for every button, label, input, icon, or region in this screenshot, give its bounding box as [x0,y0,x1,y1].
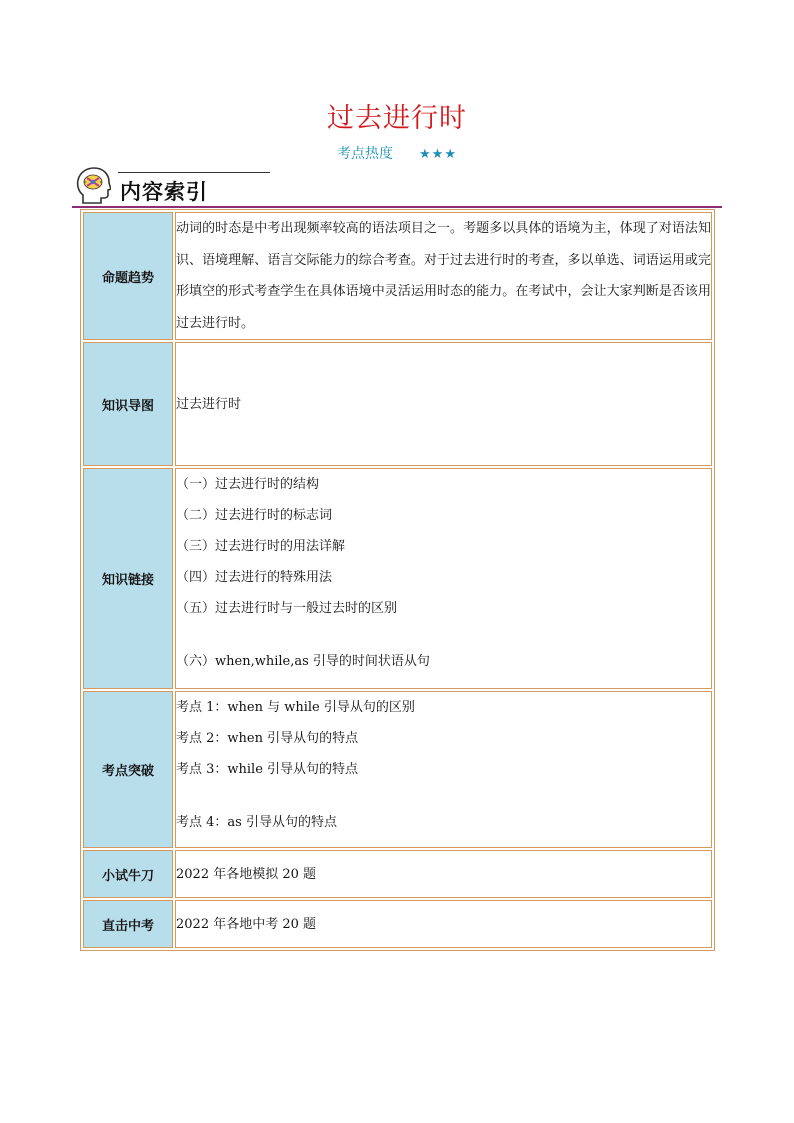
list-item: （五）过去进行时与一般过去时的区别 [176,601,398,616]
section-title: 内容索引 [120,180,208,204]
list-item: （一）过去进行时的结构 [176,477,320,492]
list-item: 考点 4：as 引导从句的特点 [176,815,337,830]
content-index-table [80,209,715,951]
difficulty-line [0,143,794,163]
trend-text: 动词的时态是中考出现频率较高的语法项目之一。考题多以具体的语境为主，体现了对语法知识、语境理解、语言交际能力的综合考查。对于过去进行时的考查，多以单选、词语运用或完形填空的形式考查学生在具体语境中灵活运用时态的能力。在考试中，会让大家判断是否该用过去进行时。 [176,221,711,331]
table-row-links [83,468,712,689]
exam-text: 2022 年各地中考 20 题 [176,916,317,932]
table-row-trend [83,212,712,340]
table-row-exam [83,900,712,948]
table-row-practice [83,850,712,898]
list-item: （二）过去进行时的标志词 [176,508,333,523]
row-label: 知识链接 [83,468,173,689]
spacer [176,624,711,646]
list-item: 考点 3：while 引导从句的特点 [176,762,359,777]
list-item: 考点 1：when 与 while 引导从句的区别 [176,700,415,715]
table-row-map [83,342,712,466]
spacer [176,785,711,807]
difficulty-stars: ★★★ [419,147,457,162]
row-label: 知识导图 [83,342,173,466]
map-text: 过去进行时 [176,396,242,412]
difficulty-label: 考点热度 [337,146,394,162]
brain-head-icon [75,167,111,205]
page-title: 过去进行时 [327,103,467,134]
row-content [175,850,712,898]
section-header [72,164,722,210]
row-label: 小试牛刀 [83,850,173,898]
header-underline [72,206,722,208]
list-item: （三）过去进行时的用法详解 [176,539,346,554]
row-label: 考点突破 [83,691,173,848]
row-label: 命题趋势 [83,212,173,340]
row-content [175,468,712,689]
list-item: （四）过去进行的特殊用法 [176,570,333,585]
row-content [175,342,712,466]
row-label: 直击中考 [83,900,173,948]
row-content [175,212,712,340]
table-row-breakthrough [83,691,712,848]
row-content [175,691,712,848]
list-item: 考点 2：when 引导从句的特点 [176,731,359,746]
list-item: （六）when,while,as 引导的时间状语从句 [176,654,430,669]
row-content [175,900,712,948]
header-overline [118,172,270,173]
practice-text: 2022 年各地模拟 20 题 [176,866,317,882]
